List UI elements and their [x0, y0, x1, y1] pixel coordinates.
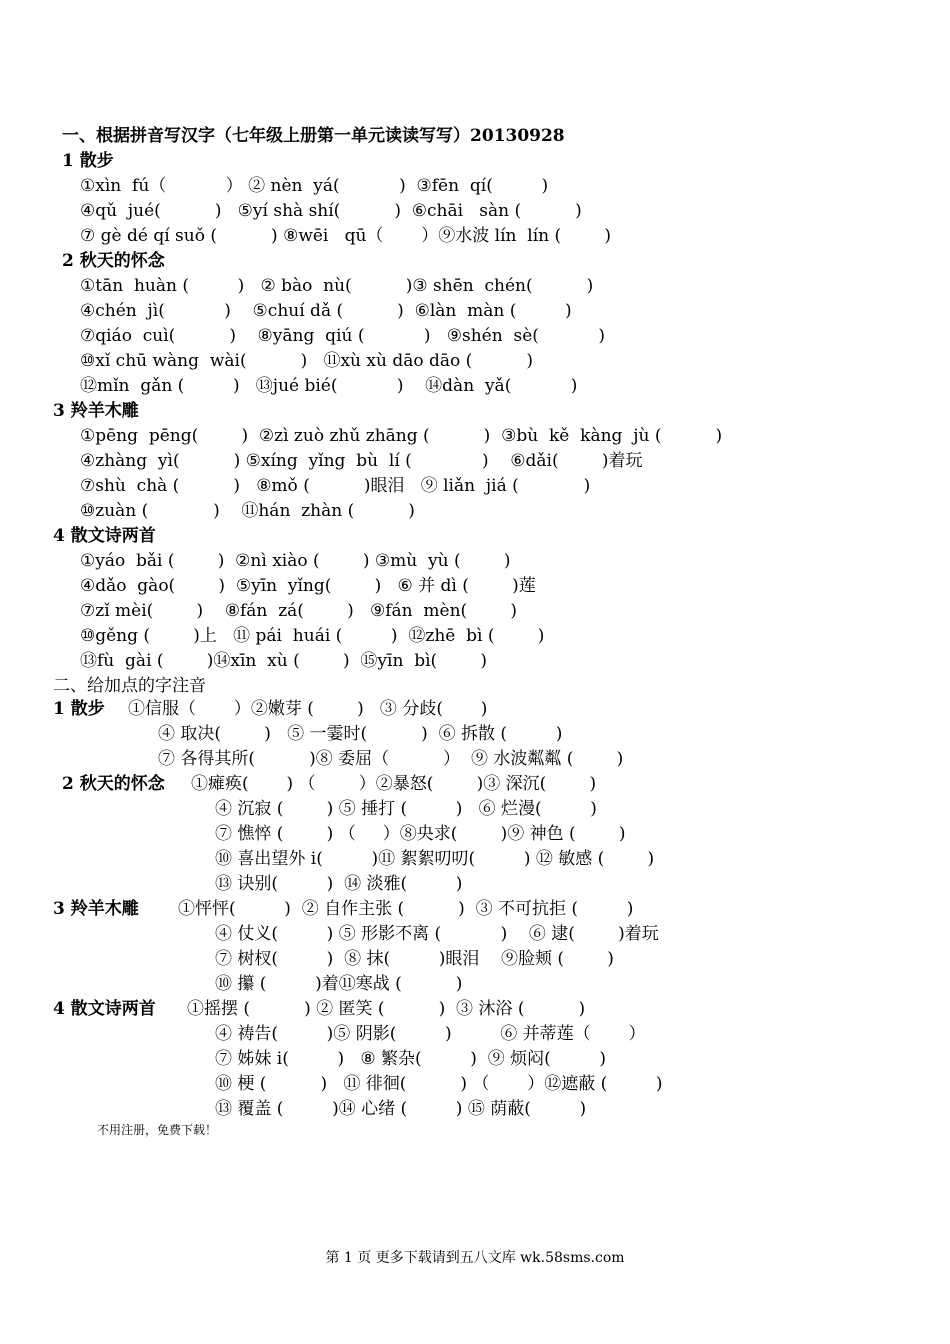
exercise-line: ⑩zuàn ( ) ⑪hán zhàn ( ) — [80, 501, 415, 521]
exercise-line: ④dǎo gào( ) ⑤yīn yǐng( ) ⑥ 并 dì ( )莲 — [80, 576, 536, 596]
lesson-heading: 3 羚羊木雕 — [53, 401, 139, 421]
exercise-line: ⑩ 喜出望外 i( )⑪ 絮絮叨叨( ) ⑫ 敏感 ( ) — [215, 849, 655, 869]
exercise-line: ①信服（ ）②嫩芽 ( ) ③ 分歧( ) — [128, 699, 488, 719]
exercise-line: ①pēng pēng( ) ②zì zuò zhǔ zhāng ( ) ③bù kě kàng jù ( ) — [80, 426, 723, 446]
exercise-line: ⑬ 覆盖 ( )⑭ 心绪 ( ) ⑮ 荫蔽( ) — [215, 1099, 587, 1119]
exercise-line: ④chén jì( ) ⑤chuí dǎ ( ) ⑥làn màn ( ) — [80, 301, 572, 321]
exercise-line: ⑦ 各得其所( )⑧ 委屈（ ） ⑨ 水波粼粼 ( ) — [158, 749, 624, 769]
exercise-line: ⑦ gè dé qí suǒ ( ) ⑧wēi qū（ ）⑨水波 lín lín ( ) — [80, 226, 611, 246]
exercise-line: ⑦shù chà ( ) ⑧mǒ ( )眼泪 ⑨ liǎn jiá ( ) — [80, 476, 591, 496]
exercise-line: ④zhàng yì( ) ⑤xíng yǐng bù lí ( ) ⑥dǎi( )着玩 — [80, 451, 643, 471]
exercise-line: ①yáo bǎi ( ) ②nì xiào ( ) ③mù yù ( ) — [80, 551, 511, 571]
exercise-line: ⑩ 梗 ( ) ⑪ 徘徊( ) （ ）⑫遮蔽 ( ) — [215, 1074, 663, 1094]
exercise-line: ④ 仗义( ) ⑤ 形影不离 ( ) ⑥ 逮( )着玩 — [215, 924, 659, 944]
section2-title: 二、给加点的字注音 — [53, 676, 206, 696]
exercise-line: ⑩xǐ chū wàng wài( ) ⑪xù xù dāo dāo ( ) — [80, 351, 533, 371]
lesson-heading: 2 秋天的怀念 — [62, 774, 165, 794]
exercise-line: ④ 沉寂 ( ) ⑤ 捶打 ( ) ⑥ 烂漫( ) — [215, 799, 597, 819]
exercise-line: ①摇摆 ( ) ② 匿笑 ( ) ③ 沐浴 ( ) — [187, 999, 586, 1019]
exercise-line: ⑬fù gài ( )⑭xīn xù ( ) ⑮yīn bì( ) — [80, 651, 488, 671]
exercise-line: ⑦qiáo cuì( ) ⑧yāng qiú ( ) ⑨shén sè( ) — [80, 326, 605, 346]
exercise-line: ①怦怦( ) ② 自作主张 ( ) ③ 不可抗拒 ( ) — [178, 899, 634, 919]
exercise-line: ⑦ 姊妹 i( ) ⑧ 繁杂( ) ⑨ 烦闷( ) — [215, 1049, 607, 1069]
lesson-heading: 1 散步 — [62, 151, 114, 171]
lesson-heading: 2 秋天的怀念 — [62, 251, 165, 271]
exercise-line: ⑬ 诀别( ) ⑭ 淡雅( ) — [215, 874, 463, 894]
lesson-heading: 1 散步 — [53, 699, 105, 719]
exercise-line: ⑫mǐn gǎn ( ) ⑬jué bié( ) ⑭dàn yǎ( ) — [80, 376, 578, 396]
exercise-line: ④ 祷告( )⑤ 阴影( ) ⑥ 并蒂莲（ ） — [215, 1024, 646, 1044]
exercise-line: ①tān huàn ( ) ② bào nù( )③ shēn chén( ) — [80, 276, 594, 296]
section1-title: 一、根据拼音写汉字（七年级上册第一单元读读写写）20130928 — [62, 126, 565, 146]
lesson-heading: 4 散文诗两首 — [53, 999, 156, 1019]
exercise-line: ⑩gěng ( )上 ⑪ pái huái ( ) ⑫zhē bì ( ) — [80, 626, 545, 646]
download-note: 不用注册，免费下载！ — [97, 1123, 218, 1137]
exercise-line: ④ 取决( ) ⑤ 一霎时( ) ⑥ 拆散 ( ) — [158, 724, 563, 744]
exercise-line: ⑦zǐ mèi( ) ⑧fán zá( ) ⑨fán mèn( ) — [80, 601, 518, 621]
lesson-heading: 3 羚羊木雕 — [53, 899, 139, 919]
exercise-line: ⑩ 攥 ( )着⑪寒战 ( ) — [215, 974, 463, 994]
exercise-line: ④qǔ jué( ) ⑤yí shà shí( ) ⑥chāi sàn ( ) — [80, 201, 582, 221]
lesson-heading: 4 散文诗两首 — [53, 526, 156, 546]
exercise-line: ①xìn fú（ ） ② nèn yá( ) ③fēn qí( ) — [80, 176, 549, 196]
exercise-line: ⑦ 憔悴 ( ) （ ）⑧央求( )⑨ 神色 ( ) — [215, 824, 626, 844]
page-footer: 第 1 页 更多下载请到五八文库 wk.58sms.com — [325, 1250, 625, 1266]
exercise-line: ①瘫痪( ) （ ）②暴怒( )③ 深沉( ) — [191, 774, 597, 794]
exercise-line: ⑦ 树杈( ) ⑧ 抹( )眼泪 ⑨脸颊 ( ) — [215, 949, 614, 969]
